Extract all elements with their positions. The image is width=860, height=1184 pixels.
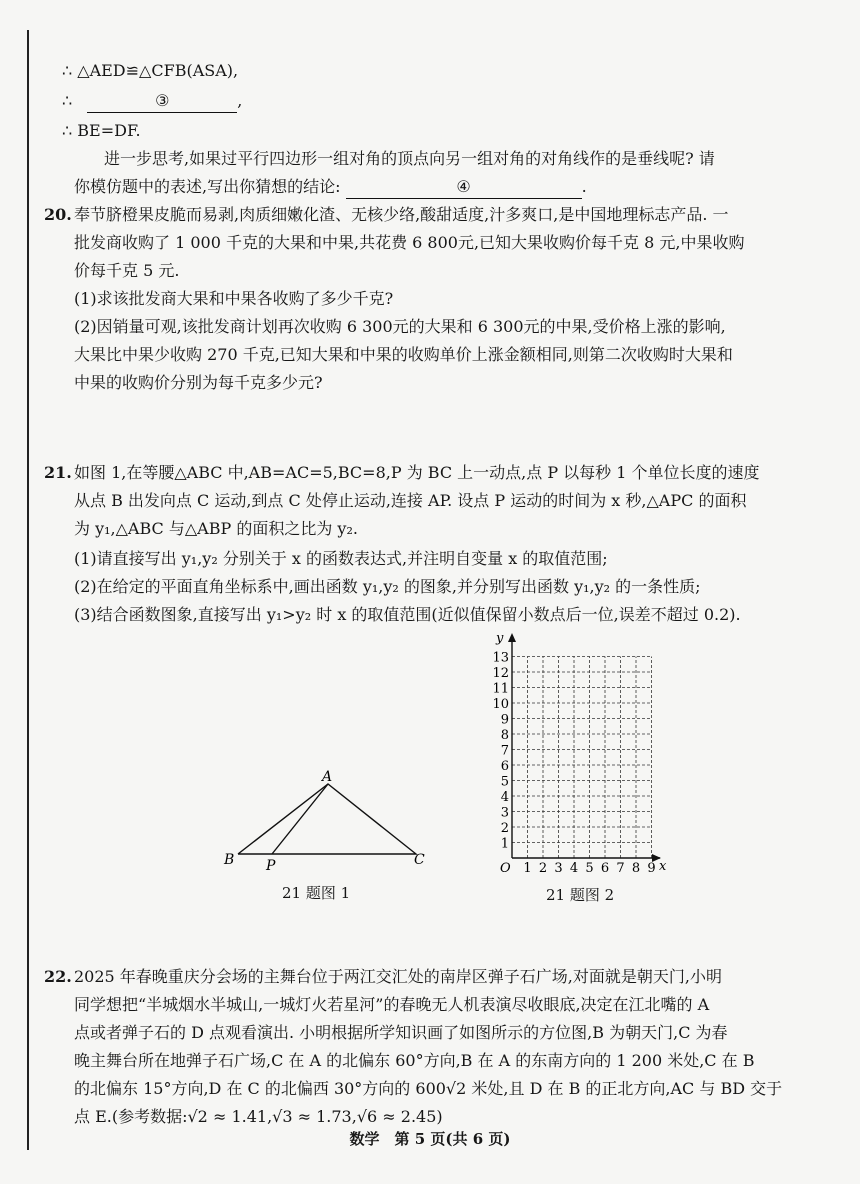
proof-line-3: ∴ BE=DF. xyxy=(62,121,141,140)
q20-part-2b: 大果比中果少收购 270 千克,已知大果和中果的收购单价上涨金额相同,则第二次收购时大果和 xyxy=(74,345,733,364)
y-tick-label: 1 xyxy=(500,836,509,852)
x-tick-label: 5 xyxy=(585,861,594,876)
y-tick-label: 7 xyxy=(500,743,509,759)
proof-line-2 xyxy=(62,90,242,113)
q21-part-1: (1)请直接写出 y₁,y₂ 分别关于 x 的函数表达式,并注明自变量 x 的取值范围; xyxy=(74,549,608,568)
y-axis-label: y xyxy=(496,631,504,646)
q22-number: 22. xyxy=(44,967,72,986)
label-B: B xyxy=(224,852,235,868)
think-prompt: 你模仿题中的表述,写出你猜想的结论: xyxy=(74,177,341,196)
x-tick-label: 2 xyxy=(538,861,548,876)
q21-part-2: (2)在给定的平面直角坐标系中,画出函数 y₁,y₂ 的图象,并分别写出函数 y₁,y₂ 的一条性质; xyxy=(74,577,701,596)
x-tick-label: 8 xyxy=(631,861,641,876)
x-tick-label: 7 xyxy=(616,861,625,876)
q22-line-1: 2025 年春晚重庆分会场的主舞台位于两江交汇处的南岸区弹子石广场,对面就是朝天门,小明 xyxy=(74,967,722,986)
y-tick-label: 3 xyxy=(500,805,509,821)
think-line-2 xyxy=(74,176,587,199)
q22-line-3: 点或者弹子石的 D 点观看演出. 小明根据所学知识画了如图所示的方位图,B 为朝天门,C 为春 xyxy=(74,1023,728,1042)
x-tick-label: 9 xyxy=(647,861,656,876)
q22-line-2: 同学想把“半城烟水半城山,一城灯火若星河”的春晚无人机表演尽收眼底,决定在江北嘴的 A xyxy=(74,995,710,1014)
q21-line-3: 为 y₁,△ABC 与△ABP 的面积之比为 y₂. xyxy=(74,519,358,538)
label-C: C xyxy=(414,852,425,868)
q20-number: 20. xyxy=(44,205,72,224)
margin-line xyxy=(27,30,29,1150)
y-tick-label: 8 xyxy=(500,728,509,743)
y-tick-label: 11 xyxy=(492,681,509,697)
q22-line-5: 的北偏东 15°方向,D 在 C 的北偏西 30°方向的 600√2 米处,且 D 在 B 的正北方向,AC 与 BD 交于 xyxy=(74,1079,783,1098)
think-line-1: 进一步思考,如果过平行四边形一组对角的顶点向另一组对角的对角线作的是垂线呢? 请 xyxy=(104,149,715,168)
x-tick-label: 1 xyxy=(523,861,532,876)
y-tick-label: 6 xyxy=(500,759,509,774)
y-tick-label: 5 xyxy=(500,774,509,790)
y-axis-arrow xyxy=(508,633,516,642)
q20-line-1: 奉节脐橙果皮脆而易剥,肉质细嫩化渣、无核少络,酸甜适度,汁多爽口,是中国地理标志产品. 一 xyxy=(74,205,729,224)
blank-4[interactable]: ④ xyxy=(346,176,582,199)
q21-figure-1 xyxy=(220,770,440,880)
q22-line-4: 晚主舞台所在地弹子石广场,C 在 A 的北偏东 60°方向,B 在 A 的东南方向的 1 200 米处,C 在 B xyxy=(74,1051,755,1070)
segment-AP xyxy=(272,784,328,854)
label-P: P xyxy=(266,858,276,874)
y-tick-label: 12 xyxy=(492,666,509,681)
q21-part-3: (3)结合函数图象,直接写出 y₁>y₂ 时 x 的取值范围(近似值保留小数点后一位,误差不超过 0.2). xyxy=(74,605,741,624)
y-tick-label: 10 xyxy=(492,697,509,712)
y-tick-label: 9 xyxy=(500,712,509,728)
dashed-grid xyxy=(512,657,652,859)
comma: , xyxy=(237,91,243,110)
q21-figure-2 xyxy=(480,630,680,882)
y-tick-labels xyxy=(492,651,509,852)
q21-line-1: 如图 1,在等腰△ABC 中,AB=AC=5,BC=8,P 为 BC 上一动点,点 P 以每秒 1 个单位长度的速度 xyxy=(74,463,760,482)
q22-line-6: 点 E.(参考数据:√2 ≈ 1.41,√3 ≈ 1.73,√6 ≈ 2.45) xyxy=(74,1107,443,1126)
x-tick-label: 3 xyxy=(554,861,563,876)
fig1-caption: 21 题图 1 xyxy=(282,884,351,902)
x-tick-label: 6 xyxy=(600,861,610,876)
fig2-caption: 21 题图 2 xyxy=(546,886,615,904)
q20-line-3: 价每千克 5 元. xyxy=(74,261,180,280)
q20-part-2a: (2)因销量可观,该批发商计划再次收购 6 300元的大果和 6 300元的中果,受价格上涨的影响, xyxy=(74,317,726,336)
y-tick-label: 2 xyxy=(500,821,509,836)
y-tick-label: 13 xyxy=(492,650,509,666)
blank-3[interactable]: ③ xyxy=(87,90,237,113)
x-tick-label: 4 xyxy=(569,861,579,876)
therefore-symbol: ∴ xyxy=(62,91,73,110)
q20-part-2c: 中果的收购价分别为每千克多少元? xyxy=(74,373,323,392)
page-footer: 数学 第 5 页(共 6 页) xyxy=(349,1130,511,1148)
period: . xyxy=(581,177,587,196)
q21-line-2: 从点 B 出发向点 C 运动,到点 C 处停止运动,连接 AP. 设点 P 运动的时间为 x 秒,△APC 的面积 xyxy=(74,491,747,510)
x-tick-labels xyxy=(523,861,655,876)
y-tick-label: 4 xyxy=(500,790,509,805)
q20-line-2: 批发商收购了 1 000 千克的大果和中果,共花费 6 800元,已知大果收购价每千克 8 元,中果收购 xyxy=(74,233,745,252)
q20-part-1: (1)求该批发商大果和中果各收购了多少千克? xyxy=(74,289,394,308)
q21-number: 21. xyxy=(44,463,72,482)
label-A: A xyxy=(322,770,333,785)
triangle-sides xyxy=(238,784,416,854)
proof-line-1: ∴ △AED≌△CFB(ASA), xyxy=(62,61,239,80)
x-axis-label: x xyxy=(659,859,667,874)
origin-label: O xyxy=(500,861,511,876)
